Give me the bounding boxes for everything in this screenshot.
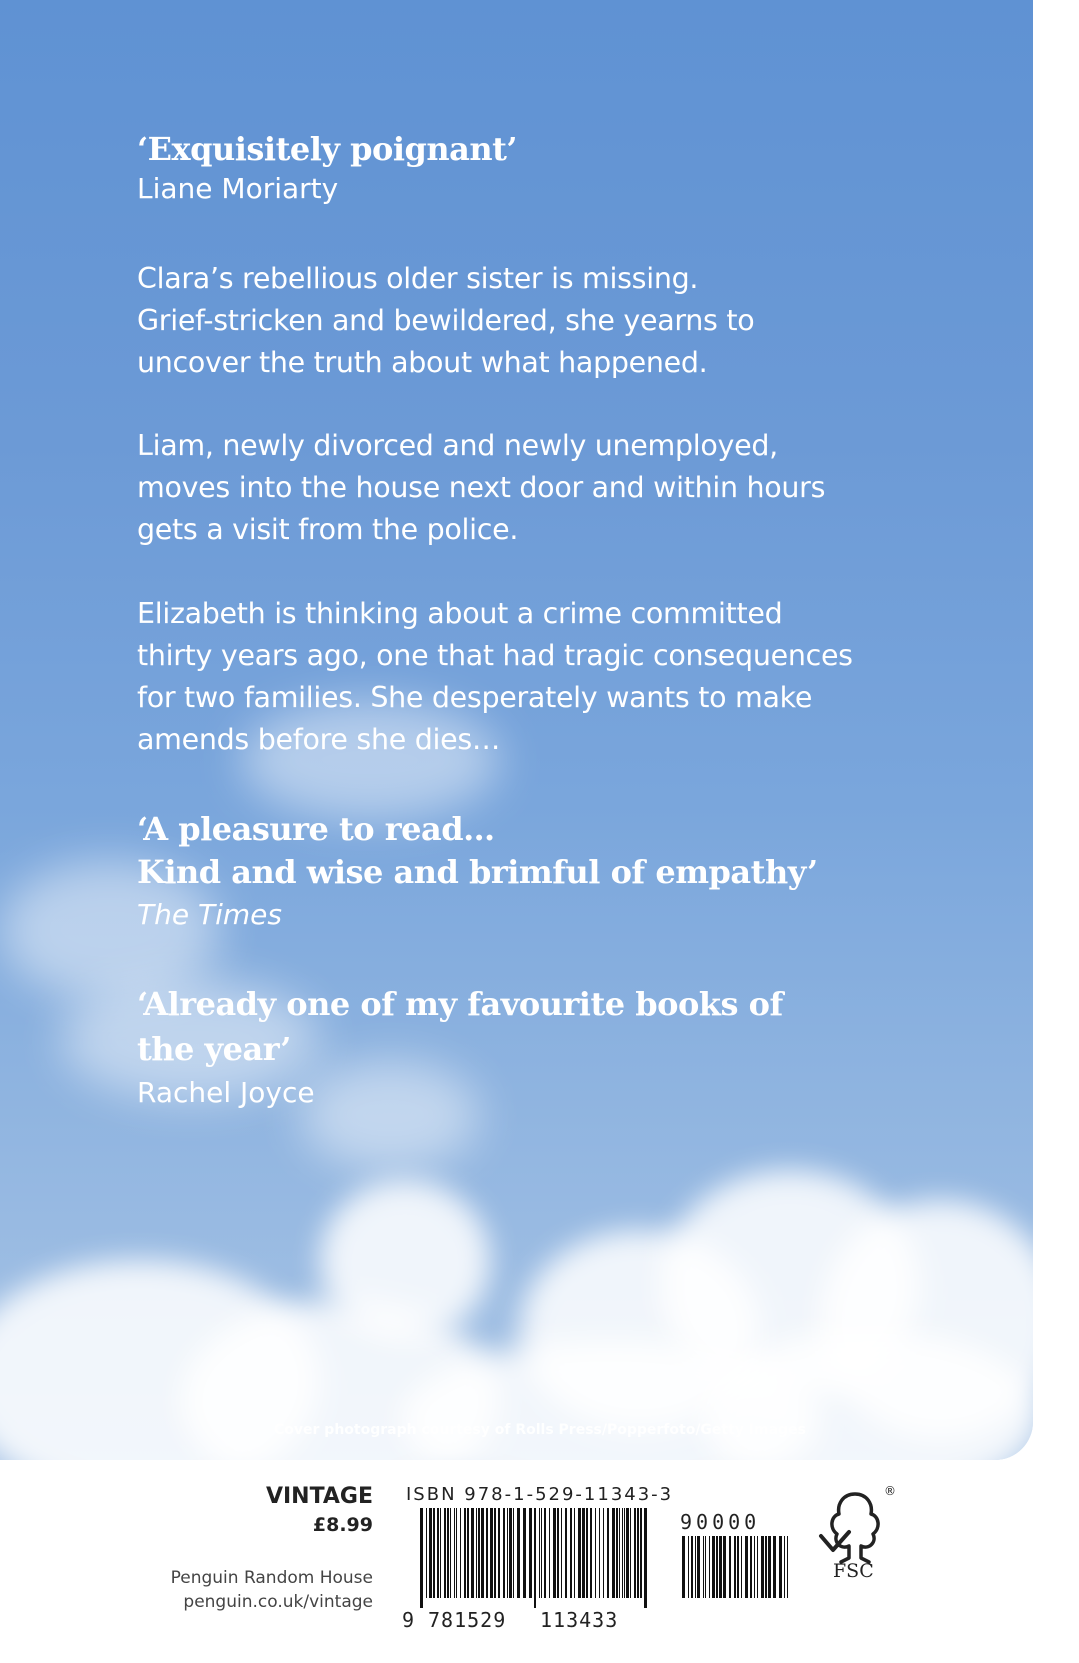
barcode-bar	[603, 1508, 604, 1598]
price: £8.99	[312, 1514, 373, 1536]
barcode-bar	[644, 1508, 647, 1608]
barcode-digit-first: 9	[402, 1608, 416, 1632]
barcode-bar	[723, 1536, 726, 1598]
barcode-bar	[712, 1536, 715, 1598]
barcode-bar	[599, 1508, 600, 1598]
barcode-bar	[498, 1508, 500, 1598]
barcode-bar	[509, 1508, 512, 1598]
blurb-line: moves into the house next door and within hours	[137, 471, 826, 504]
barcode-bar	[616, 1508, 618, 1598]
blurb-line: for two families. She desperately wants to make	[137, 681, 813, 714]
barcode-bar	[640, 1508, 642, 1598]
barcode-bar	[637, 1508, 639, 1598]
barcode-bar	[705, 1536, 706, 1598]
barcode-bar	[437, 1508, 439, 1598]
barcode-bar	[565, 1508, 567, 1598]
barcode-bar	[695, 1536, 696, 1598]
barcode-bar	[471, 1508, 474, 1598]
quote-2-source: The Times	[137, 898, 282, 931]
barcode-bar	[750, 1536, 752, 1598]
photo-credit: Cover photograph courtesy of Rolls Press/Popperfoto/Getty Images	[274, 1422, 806, 1438]
barcode-bar	[561, 1508, 562, 1598]
barcode-bar	[539, 1508, 540, 1598]
barcode-bar	[734, 1536, 736, 1598]
blurb-line: amends before she dies…	[137, 723, 501, 756]
barcode-bar	[529, 1508, 532, 1598]
blurb-line: gets a visit from the police.	[137, 513, 519, 546]
quote-3-line: the year’	[137, 1030, 291, 1068]
barcode-bar	[570, 1508, 572, 1598]
barcode-bar	[454, 1508, 455, 1598]
barcode-bar	[440, 1508, 441, 1598]
barcode-bar	[464, 1508, 466, 1598]
barcode-bar	[729, 1536, 731, 1598]
barcode-bar	[420, 1508, 423, 1608]
barcode-bar	[719, 1536, 722, 1598]
barcode-bar	[626, 1508, 629, 1598]
barcode-bar	[553, 1508, 556, 1598]
barcode-bar	[697, 1536, 700, 1598]
blurb-line: Grief-stricken and bewildered, she yearns to	[137, 304, 755, 337]
barcode-bar	[534, 1508, 536, 1608]
barcode-bar	[761, 1536, 764, 1598]
blurb-line: thirty years ago, one that had tragic consequences	[137, 639, 853, 672]
barcode-bar	[513, 1508, 514, 1598]
isbn: ISBN 978-1-529-11343-3	[406, 1484, 674, 1505]
quote-2-line: Kind and wise and brimful of empathy’	[137, 853, 818, 891]
imprint: VINTAGE	[265, 1484, 373, 1509]
barcode-bar	[517, 1508, 520, 1598]
blurb-line: Clara’s rebellious older sister is missing.	[137, 262, 699, 295]
barcode-bar	[590, 1508, 592, 1598]
ean-barcode	[420, 1508, 648, 1608]
publisher-url: penguin.co.uk/vintage	[183, 1592, 373, 1612]
barcode-bar	[541, 1508, 542, 1598]
barcode-bar	[476, 1508, 477, 1598]
barcode-bar	[716, 1536, 718, 1598]
barcode-bar	[773, 1536, 776, 1598]
barcode-bar	[741, 1536, 742, 1598]
barcode-bar	[578, 1508, 581, 1598]
quote-1-author: Liane Moriarty	[137, 172, 339, 205]
barcode-bar	[574, 1508, 575, 1598]
barcode-bar	[549, 1508, 550, 1598]
barcode-bar	[787, 1536, 788, 1598]
addon-barcode	[682, 1536, 790, 1608]
barcode-bar	[507, 1508, 508, 1598]
barcode-bar	[486, 1508, 488, 1598]
barcode-bar	[624, 1508, 625, 1598]
fsc-registered-mark: ®	[884, 1484, 896, 1498]
barcode-bar	[619, 1508, 620, 1598]
barcode-bar	[622, 1508, 623, 1598]
blurb-line: Elizabeth is thinking about a crime committed	[137, 597, 783, 630]
barcode-bar	[784, 1536, 785, 1598]
barcode-bar	[467, 1508, 469, 1598]
barcode-bar	[478, 1508, 480, 1598]
quote-2-line: ‘A pleasure to read…	[137, 810, 495, 848]
barcode-bar	[779, 1536, 782, 1598]
barcode-bar	[503, 1508, 505, 1598]
barcode-bar	[737, 1536, 739, 1598]
barcode-bar	[630, 1508, 631, 1598]
barcode-bar	[450, 1508, 451, 1598]
barcode-bar	[691, 1536, 693, 1598]
barcode-bar	[768, 1536, 771, 1598]
barcode-bar	[523, 1508, 526, 1598]
barcode-bar	[612, 1508, 615, 1598]
barcode-bar	[481, 1508, 484, 1598]
quote-3-line: ‘Already one of my favourite books of	[137, 985, 783, 1023]
barcode-bar	[586, 1508, 588, 1598]
blurb-line: Liam, newly divorced and newly unemployed,	[137, 429, 778, 462]
fsc-label: FSC	[833, 1560, 874, 1582]
barcode-bar	[754, 1536, 755, 1598]
barcode-bar	[595, 1508, 596, 1598]
barcode-bar	[634, 1508, 636, 1598]
barcode-bar	[456, 1508, 457, 1598]
publisher-name: Penguin Random House	[170, 1568, 373, 1588]
barcode-bar	[682, 1536, 685, 1598]
barcode-bar	[745, 1536, 748, 1598]
quote-1: ‘Exquisitely poignant’	[137, 130, 518, 168]
barcode-bar	[557, 1508, 559, 1598]
barcode-bar	[688, 1536, 689, 1598]
barcode-bar	[429, 1508, 432, 1598]
barcode-bar	[607, 1508, 609, 1598]
barcode-addon-digits: 90000	[680, 1510, 761, 1534]
blurb-line: uncover the truth about what happened.	[137, 346, 708, 379]
barcode-bar	[494, 1508, 496, 1598]
barcode-bar	[757, 1536, 758, 1598]
barcode-bar	[709, 1536, 710, 1598]
barcode-bar	[447, 1508, 449, 1598]
barcode-bar	[765, 1536, 767, 1598]
barcode-bar	[490, 1508, 493, 1598]
barcode-bar	[426, 1508, 427, 1598]
barcode-bar	[433, 1508, 435, 1598]
barcode-bar	[703, 1536, 704, 1598]
barcode-digits-left: 781529	[428, 1608, 507, 1632]
quote-3-author: Rachel Joyce	[137, 1076, 315, 1109]
barcode-bar	[544, 1508, 546, 1598]
barcode-bar	[460, 1508, 461, 1598]
barcode-digits-right: 113433	[540, 1608, 619, 1632]
barcode-bar	[582, 1508, 585, 1598]
barcode-bar	[444, 1508, 446, 1598]
